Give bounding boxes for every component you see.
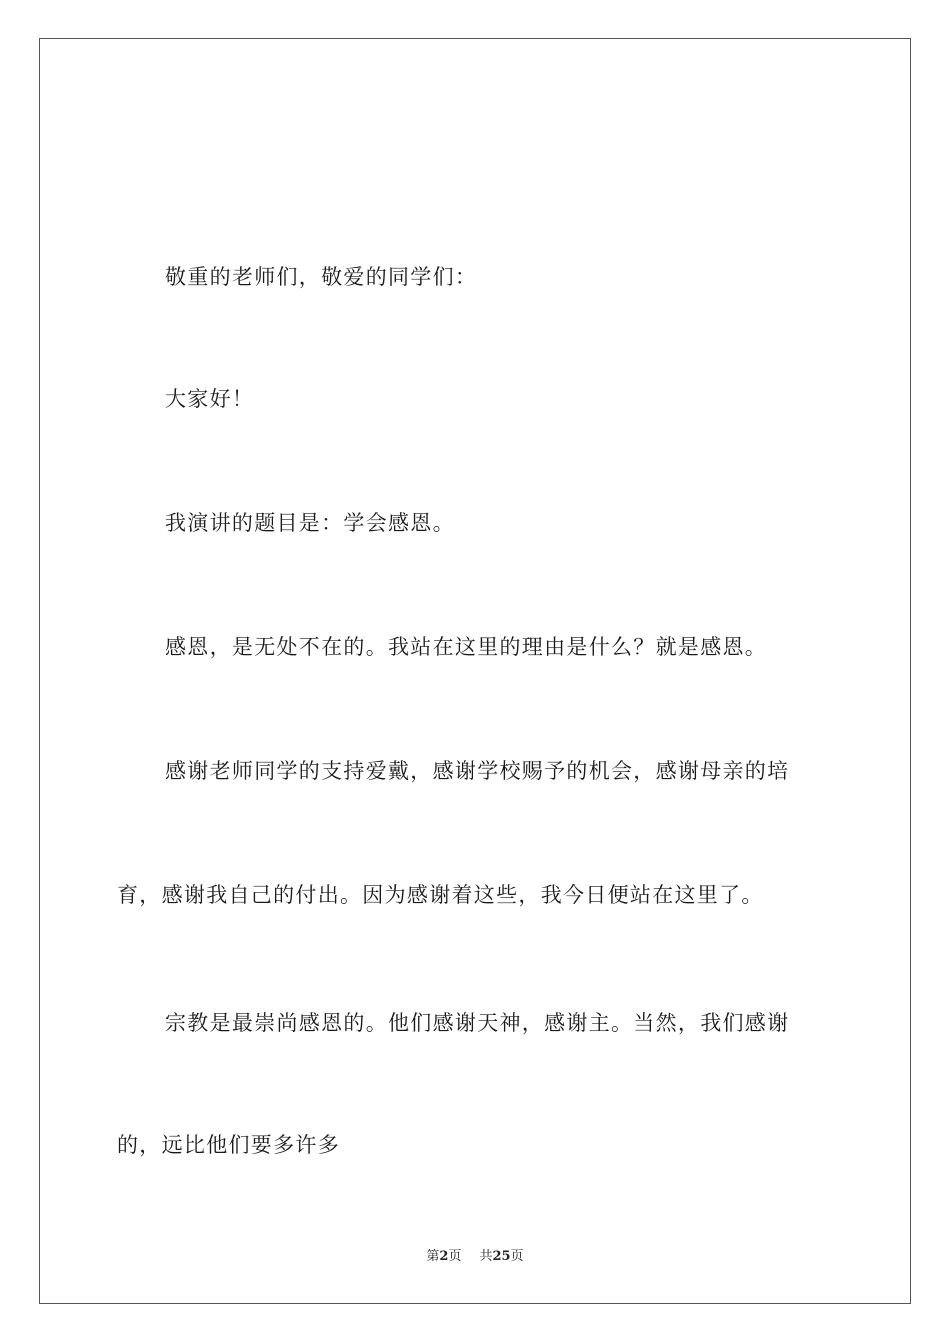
page-border	[39, 38, 911, 1304]
total-prefix: 共	[479, 1249, 493, 1264]
total-suffix: 页	[510, 1249, 524, 1264]
speech-title-line: 我演讲的题目是：学会感恩。	[165, 511, 455, 535]
paragraph-line: 感谢老师同学的支持爱戴，感谢学校赐予的机会，感谢母亲的培	[165, 759, 790, 783]
salutation-line: 敬重的老师们，敬爱的同学们：	[165, 265, 478, 289]
paragraph-line: 感恩，是无处不在的。我站在这里的理由是什么？就是感恩。	[165, 635, 768, 659]
total-pages: 25	[492, 1249, 511, 1264]
paragraph-line: 的，远比他们要多许多	[117, 1133, 340, 1157]
page-footer	[0, 1248, 950, 1266]
paragraph-line: 育，感谢我自己的付出。因为感谢着这些，我今日便站在这里了。	[117, 883, 764, 907]
page-suffix: 页	[448, 1249, 462, 1264]
page-number: 2	[439, 1249, 449, 1264]
page-prefix: 第	[426, 1249, 440, 1264]
greeting-line: 大家好！	[165, 387, 255, 411]
paragraph-line: 宗教是最崇尚感恩的。他们感谢天神，感谢主。当然，我们感谢	[165, 1011, 790, 1035]
